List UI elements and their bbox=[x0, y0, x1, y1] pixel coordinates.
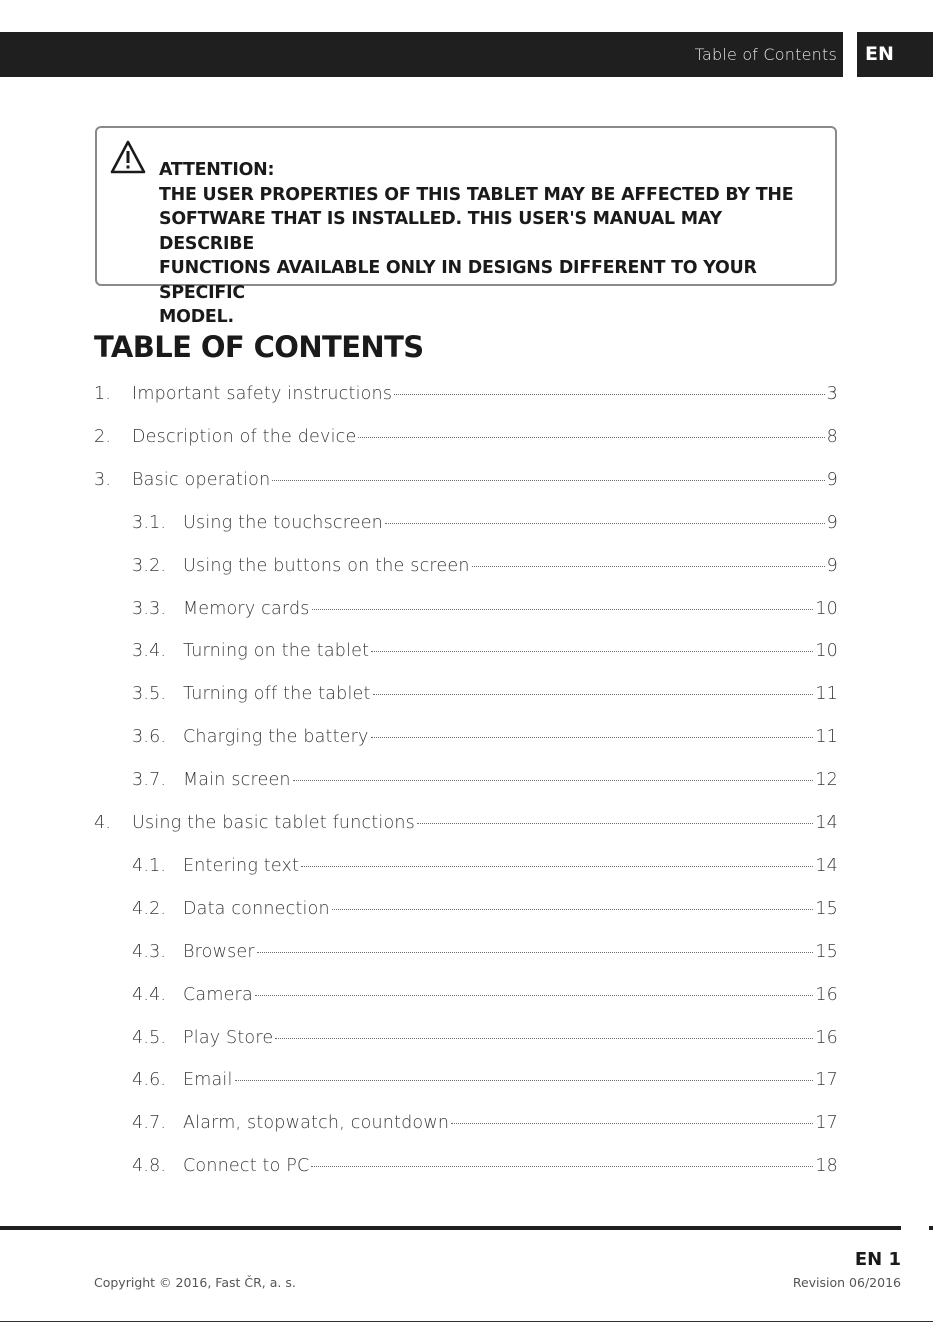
toc-entry-page: 9 bbox=[826, 555, 838, 576]
toc-entry-title: Using the buttons on the screen bbox=[183, 555, 470, 576]
toc-entry-page: 8 bbox=[826, 426, 838, 447]
toc-entry[interactable] bbox=[94, 899, 838, 925]
copyright-text: Copyright © 2016, Fast ČR, a. s. bbox=[94, 1275, 296, 1290]
toc-entry-page: 10 bbox=[815, 641, 838, 662]
toc-entry[interactable] bbox=[94, 470, 838, 496]
page-number: EN 1 bbox=[854, 1249, 901, 1270]
attention-text bbox=[159, 158, 815, 330]
attention-box bbox=[95, 126, 837, 327]
toc-entry[interactable] bbox=[94, 384, 838, 410]
toc-leader-dots bbox=[472, 566, 825, 567]
toc-entry-title: Connect to PC bbox=[183, 1156, 310, 1177]
toc-entry-number: 4.5. bbox=[132, 1027, 167, 1048]
toc-entry[interactable] bbox=[94, 1070, 838, 1096]
toc-entry[interactable] bbox=[94, 1156, 838, 1182]
toc-entry-title: Data connection bbox=[183, 898, 330, 919]
toc-entry-number: 3.7. bbox=[132, 770, 167, 791]
toc-entry-title: Main screen bbox=[183, 770, 291, 791]
toc-entry-title: Browser bbox=[183, 941, 255, 962]
toc-entry-title: Memory cards bbox=[183, 598, 310, 619]
toc-entry[interactable] bbox=[94, 813, 838, 839]
toc-leader-dots bbox=[301, 866, 813, 867]
toc-leader-dots bbox=[275, 1038, 813, 1039]
toc-entry-page: 11 bbox=[815, 727, 838, 748]
toc-heading: TABLE OF CONTENTS bbox=[94, 330, 424, 364]
toc-entry[interactable] bbox=[94, 641, 838, 667]
toc-entry-page: 9 bbox=[826, 512, 838, 533]
header-title: Table of Contents bbox=[694, 45, 837, 64]
toc-entry-page: 10 bbox=[815, 598, 838, 619]
toc-entry-number: 4. bbox=[94, 813, 112, 833]
toc-entry-page: 16 bbox=[815, 984, 838, 1005]
toc-leader-dots bbox=[257, 952, 814, 953]
toc-entry-number: 4.8. bbox=[132, 1156, 167, 1177]
toc-entry-number: 2. bbox=[94, 426, 112, 447]
toc-leader-dots bbox=[312, 609, 814, 610]
footer-rule-mark bbox=[929, 1226, 933, 1230]
page-bottom-line bbox=[0, 1321, 933, 1322]
toc-entry[interactable] bbox=[94, 427, 838, 453]
toc-entry-title: Alarm, stopwatch, countdown bbox=[183, 1113, 450, 1134]
attention-line: FUNCTIONS AVAILABLE ONLY IN DESIGNS DIFFERENT TO YOUR SPECIFIC bbox=[159, 258, 757, 303]
toc-entry[interactable] bbox=[94, 985, 838, 1011]
toc-entry-page: 17 bbox=[815, 1070, 838, 1091]
toc-entry-page: 12 bbox=[815, 770, 838, 791]
toc-entry[interactable] bbox=[94, 1113, 838, 1139]
toc-leader-dots bbox=[417, 823, 813, 824]
toc-entry-page: 14 bbox=[815, 813, 838, 833]
attention-line: MODEL. bbox=[159, 307, 234, 327]
toc-entry-number: 4.4. bbox=[132, 984, 167, 1005]
toc-entry-title: Entering text bbox=[183, 855, 300, 876]
header-bar bbox=[0, 32, 843, 77]
toc-leader-dots bbox=[394, 394, 825, 395]
toc-entry[interactable] bbox=[94, 556, 838, 582]
toc-entry-title: Basic operation bbox=[132, 469, 271, 490]
toc-entry-number: 4.7. bbox=[132, 1113, 167, 1134]
toc-entry-page: 18 bbox=[815, 1156, 838, 1177]
toc-entry-page: 15 bbox=[815, 898, 838, 919]
toc-entry-page: 11 bbox=[815, 684, 838, 705]
attention-line: SOFTWARE THAT IS INSTALLED. THIS USER'S MANUAL MAY DESCRIBE bbox=[159, 209, 722, 254]
toc-entry-title: Charging the battery bbox=[183, 727, 369, 748]
toc-entry-number: 3.6. bbox=[132, 727, 167, 748]
toc-entry-title: Important safety instructions bbox=[132, 384, 393, 404]
toc-leader-dots bbox=[311, 1166, 813, 1167]
language-badge: EN bbox=[857, 32, 933, 77]
toc-leader-dots bbox=[332, 909, 814, 910]
toc-entry-number: 3. bbox=[94, 469, 112, 490]
toc-entry-title: Camera bbox=[183, 984, 253, 1005]
toc-entry-title: Using the touchscreen bbox=[183, 512, 383, 533]
toc-entry-number: 4.1. bbox=[132, 855, 167, 876]
toc-entry-number: 1. bbox=[94, 384, 112, 404]
toc-entry-page: 9 bbox=[826, 469, 838, 490]
toc-leader-dots bbox=[272, 480, 824, 481]
toc-entry-page: 15 bbox=[815, 941, 838, 962]
toc-leader-dots bbox=[373, 694, 814, 695]
toc-entry-number: 3.4. bbox=[132, 641, 167, 662]
toc-entry[interactable] bbox=[94, 599, 838, 625]
toc-entry-title: Using the basic tablet functions bbox=[132, 813, 415, 833]
toc-entry[interactable] bbox=[94, 770, 838, 796]
revision-text: Revision 06/2016 bbox=[792, 1275, 901, 1290]
toc-entry-page: 3 bbox=[826, 384, 838, 404]
toc-leader-dots bbox=[235, 1080, 814, 1081]
toc-entry-number: 3.5. bbox=[132, 684, 167, 705]
toc-entry-number: 3.2. bbox=[132, 555, 167, 576]
attention-line: ATTENTION: bbox=[159, 160, 275, 180]
attention-line: THE USER PROPERTIES OF THIS TABLET MAY BE AFFECTED BY THE bbox=[159, 184, 794, 205]
footer-rule bbox=[0, 1226, 901, 1230]
toc-entry-page: 16 bbox=[815, 1027, 838, 1048]
toc-entry-number: 3.1. bbox=[132, 512, 167, 533]
toc-leader-dots bbox=[371, 737, 814, 738]
warning-triangle-icon bbox=[110, 140, 146, 174]
toc-entry-number: 4.6. bbox=[132, 1070, 167, 1091]
toc-entry-number: 4.2. bbox=[132, 898, 167, 919]
toc-entry-page: 14 bbox=[815, 855, 838, 876]
toc-entry-title: Turning off the tablet bbox=[183, 684, 371, 705]
toc-leader-dots bbox=[371, 651, 813, 652]
toc-entry-page: 17 bbox=[815, 1113, 838, 1134]
toc-entry[interactable] bbox=[94, 684, 838, 710]
toc-leader-dots bbox=[358, 437, 824, 438]
toc-entry-title: Description of the device bbox=[132, 426, 357, 447]
toc-leader-dots bbox=[255, 995, 813, 996]
toc-leader-dots bbox=[385, 523, 825, 524]
toc-entry[interactable] bbox=[94, 942, 838, 968]
toc-entry[interactable] bbox=[94, 1028, 838, 1054]
toc-entry-number: 3.3. bbox=[132, 598, 167, 619]
toc-entry-title: Play Store bbox=[183, 1027, 274, 1048]
toc-leader-dots bbox=[293, 780, 814, 781]
toc-entry-title: Email bbox=[183, 1070, 233, 1091]
toc-entry-number: 4.3. bbox=[132, 941, 167, 962]
toc-entry-title: Turning on the tablet bbox=[183, 641, 370, 662]
toc-entry[interactable] bbox=[94, 727, 838, 753]
toc-leader-dots bbox=[451, 1123, 813, 1124]
toc-entry[interactable] bbox=[94, 856, 838, 882]
toc-entry[interactable] bbox=[94, 513, 838, 539]
